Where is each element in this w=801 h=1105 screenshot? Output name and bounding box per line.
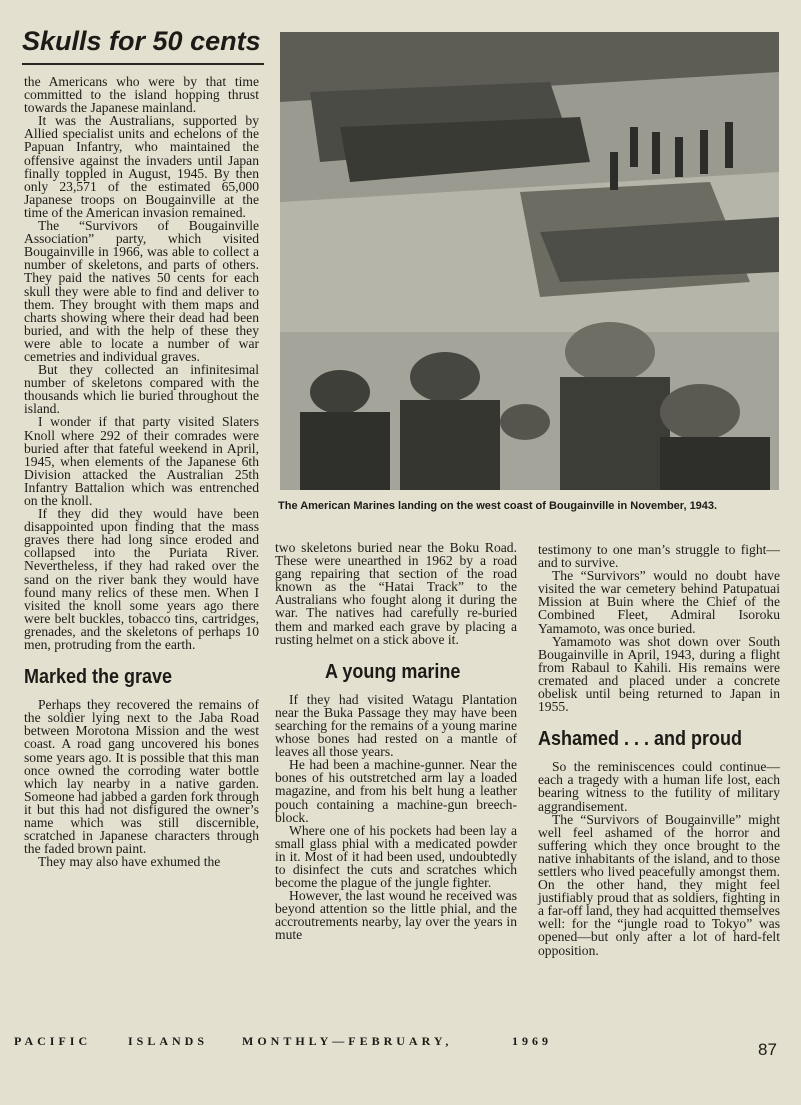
text-column-1 (24, 75, 259, 868)
section-heading: Marked the grave (24, 666, 173, 689)
paragraph: I wonder if that party visited Slaters Knoll where 292 of their comrades were buried after that fateful weekend in April, 1945, when elements of the Japanese 6th Division attacked the Australian 25th Infantry Battalion which was entrenched on the knoll. (24, 414, 259, 508)
paragraph: So the reminiscences could continue—each a tragedy with a human life lost, each bearing witness to the futility of military aggrandisement. (538, 759, 780, 814)
paragraph: They may also have exhumed the (38, 854, 221, 870)
paragraph: However, the last wound he received was beyond attention so the little phial, and the accroutrements nearby, lay over the years in mute (275, 888, 517, 943)
footer-magazine-name-1: PACIFIC (14, 1034, 92, 1048)
paragraph: It was the Australians, supported by Allied specialist units and echelons of the Papuan Infantry, who maintained the offensive against the invaders until Japan finally toppled in August, 1945. By then only 23,571 of the estimated 65,000 Japanese troops on Bougainville at the time of the American invasion remained. (24, 113, 259, 220)
footer-magazine-name-3: MONTHLY—FEBRUARY, (242, 1034, 453, 1048)
paragraph: The “Survivors of Bougainville Association” party, which visited Bougainville in 1966, was able to collect a number of skeletons, and parts of others. They paid the natives 50 cents for each skull they were able to find and deliver to them. They brought with them maps and charts showing where their dead had been buried, and with the help of these they were able to locate a number of war cemetries and individual graves. (24, 218, 259, 364)
text-column-2 (275, 541, 517, 942)
footer-year: 1969 (512, 1034, 552, 1048)
paragraph: two skeletons buried near the Boku Road. These were unearthed in 1962 by a road gang repairing that section of the road known as the “Hatai Track” to the Australians who fought along it during the war. The natives had carefully re-buried them and marked each grave by placing a rusting helmet on a stick above it. (275, 540, 517, 647)
paragraph: the Americans who were by that time committed to the island hopping thrust towards the Japanese mainland. (24, 74, 259, 116)
paragraph: Perhaps they recovered the remains of the soldier lying next to the Jaba Road between Morotona Mission and the west coast. A road gang uncovered his bones some years ago. It is possible that this man once owned the corroding water bottle which lay nearby in a native garden. Someone had jabbed a garden fork through it but this had not disfigured the owner’s name which was still discernible, scratched in Japanese characters through the faded brown paint. (24, 697, 259, 857)
text-column-3 (538, 543, 780, 957)
paragraph: The “Survivors” would no doubt have visited the war cemetery behind Patupatuai Mission at Buin where the Chief of the Combined Fleet, Admiral Isoroku Yamamoto, was once buried. (538, 568, 780, 636)
section-heading: A young marine (325, 660, 461, 683)
paragraph: If they had visited Watagu Plantation near the Buka Passage they may have been searching for the remains of a young marine whose bones had rested on a mantle of leaves all those years. (275, 691, 517, 760)
paragraph: But they collected an infinitesimal number of skeletons compared with the thousands which lie buried throughout the island. (24, 362, 259, 417)
article-title: Skulls for 50 cents (22, 26, 261, 56)
photo-caption: The American Marines landing on the west coast of Bougainville in November, 1943. (278, 500, 718, 512)
paragraph: If they did they would have been disappointed upon finding that the mass graves there had long since eroded and collapsed into the Puriata River. Nevertheless, if they had raked over the sand on the river bank they would have found many relics of these men. When I visited the knoll some years ago there were belt buckles, tobacco tins, cartridges, grenades, and the skeletons of perhaps 10 men, protruding from the earth. (24, 506, 259, 653)
paragraph: The “Survivors of Bougainville” might well feel ashamed of the horror and suffering which they once brought to the native inhabitants of the island, and to those settlers who lived peacefully amongst them. On the other hand, they might feel justifiably proud that as soldiers, fighting in a far-off land, they had acquitted themselves well: for the “jungle road to Tokyo” was opened—but only after a lot of hard-felt opposition. (538, 811, 780, 958)
paragraph: testimony to one man’s struggle to fight—and to survive. (538, 542, 780, 571)
page-footer (14, 1027, 774, 1047)
marines-landing-photo (280, 32, 779, 490)
title-underline (22, 63, 264, 65)
page-number: 87 (758, 1040, 777, 1059)
paragraph: Where one of his pockets had been lay a small glass phial with a medicated powder in it. Most of it had been used, undoubtedly to disinfect the cuts and scratches which become the plague of the jungle fighter. (275, 822, 517, 891)
footer-magazine-name-2: ISLANDS (128, 1034, 209, 1048)
paragraph: He had been a machine-gunner. Near the bones of his outstretched arm lay a loaded magazine, and from his belt hung a leather pouch containing a machine-gun breech-block. (275, 757, 517, 825)
section-heading: Ashamed . . . and proud (538, 728, 743, 751)
paragraph: Yamamoto was shot down over South Bougainville in April, 1943, during a flight from Rabaul to Kahili. His remains were cremated and placed under a concrete obelisk until being returned to Japan in 1955. (538, 633, 780, 715)
